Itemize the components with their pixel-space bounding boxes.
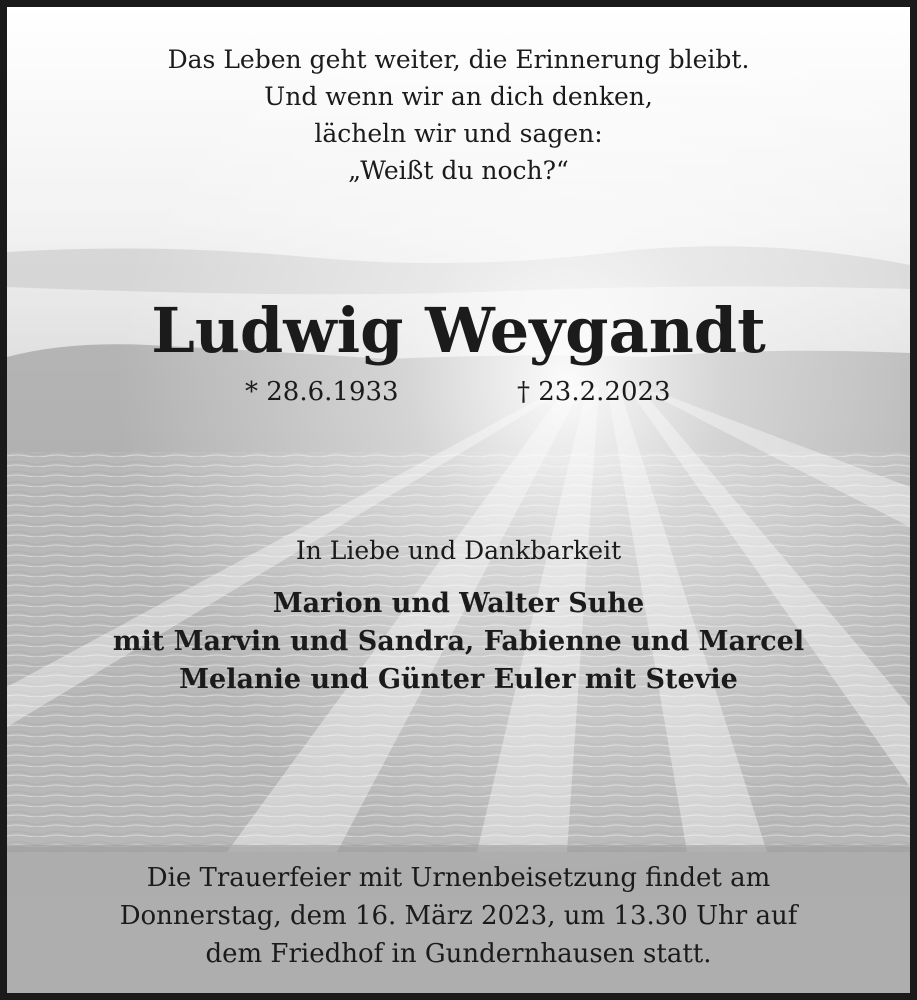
service-line: Die Trauerfeier mit Urnenbeisetzung findet am xyxy=(146,863,771,893)
quote-line: Und wenn wir an dich denken, xyxy=(264,82,653,111)
mourners-intro: In Liebe und Dankbarkeit xyxy=(295,536,622,565)
service-line: Donnerstag, dem 16. März 2023, um 13.30 Uhr auf xyxy=(119,901,798,931)
mourners-list xyxy=(7,585,910,699)
quote-line: lächeln wir und sagen: xyxy=(314,119,603,148)
deceased-name: Ludwig Weygandt xyxy=(151,294,766,367)
memorial-quote xyxy=(7,41,910,189)
death-date: † 23.2.2023 xyxy=(517,377,671,407)
mourner-line: Melanie und Günter Euler mit Stevie xyxy=(179,664,738,695)
service-line: dem Friedhof in Gundernhausen statt. xyxy=(205,939,712,969)
service-info xyxy=(7,859,910,973)
mourner-line: Marion und Walter Suhe xyxy=(272,588,645,619)
quote-line: Das Leben geht weiter, die Erinnerung bleibt. xyxy=(167,45,750,74)
birth-date: * 28.6.1933 xyxy=(245,377,399,407)
quote-line: „Weißt du noch?“ xyxy=(348,156,569,185)
mourner-line: mit Marvin und Sandra, Fabienne und Marcel xyxy=(112,626,805,657)
